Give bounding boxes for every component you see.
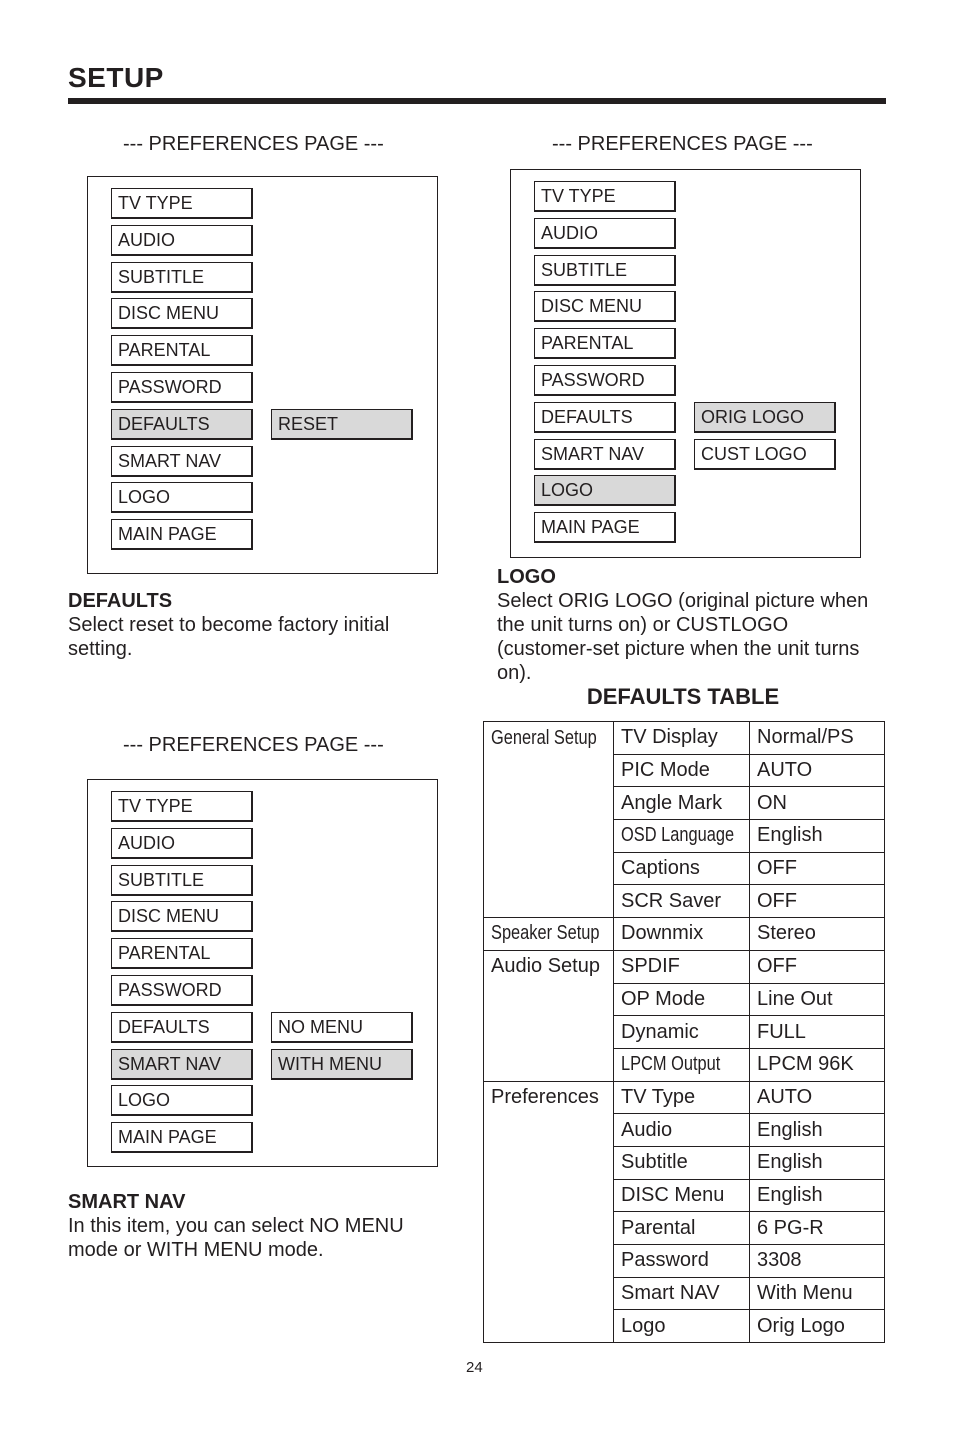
setting-cell: SCR Saver — [614, 885, 750, 918]
menu-item-parental[interactable]: PARENTAL — [534, 328, 676, 359]
menu-item-defaults[interactable]: DEFAULTS — [534, 402, 676, 433]
setting-cell: LPCM Output — [614, 1048, 750, 1081]
value-cell: Normal/PS — [750, 722, 885, 755]
menu-option-no-menu[interactable]: NO MENU — [271, 1012, 413, 1043]
menu-item-parental[interactable]: PARENTAL — [111, 938, 253, 969]
table-row — [484, 820, 885, 853]
table-row — [484, 1277, 885, 1310]
category-cell — [484, 754, 614, 787]
value-cell: Orig Logo — [750, 1310, 885, 1343]
setting-cell: PIC Mode — [614, 754, 750, 787]
setting-cell: TV Type — [614, 1081, 750, 1114]
category-label: Speaker Setup — [491, 922, 600, 945]
value-cell: OFF — [750, 950, 885, 983]
category-cell — [484, 1245, 614, 1278]
value-cell: 6 PG-R — [750, 1212, 885, 1245]
menu-item-smart-nav[interactable]: SMART NAV — [534, 439, 676, 470]
value-cell: English — [750, 1114, 885, 1147]
setting-cell: OSD Language — [614, 820, 750, 853]
menu-item-disc-menu[interactable]: DISC MENU — [111, 901, 253, 932]
category-cell — [484, 1310, 614, 1343]
table-row — [484, 1212, 885, 1245]
page-title: SETUP — [68, 62, 164, 93]
category-cell — [484, 1081, 614, 1114]
setting-cell: OP Mode — [614, 983, 750, 1016]
menu-item-smart-nav[interactable]: SMART NAV — [111, 1049, 253, 1080]
value-cell: AUTO — [750, 754, 885, 787]
menu-item-subtitle[interactable]: SUBTITLE — [111, 262, 253, 293]
menu-item-tv-type[interactable]: TV TYPE — [111, 188, 253, 219]
smart-nav-section — [68, 1191, 448, 1262]
table-row — [484, 983, 885, 1016]
preferences-panel-smart-nav — [87, 779, 438, 1167]
menu-item-smart-nav[interactable]: SMART NAV — [111, 446, 253, 477]
category-label: Preferences — [491, 1086, 599, 1109]
setting-cell: Dynamic — [614, 1016, 750, 1049]
value-cell: OFF — [750, 885, 885, 918]
setting-cell: SPDIF — [614, 950, 750, 983]
panel-header: --- PREFERENCES PAGE --- — [123, 133, 384, 155]
category-cell — [484, 852, 614, 885]
title-rule — [68, 98, 886, 104]
menu-item-main-page[interactable]: MAIN PAGE — [534, 512, 676, 543]
table-row — [484, 722, 885, 755]
preferences-panel-defaults — [87, 176, 438, 574]
smart-nav-section-text: In this item, you can select NO MENU mode or WITH MENU mode. — [68, 1215, 404, 1261]
category-cell — [484, 983, 614, 1016]
menu-option-reset[interactable]: RESET — [271, 409, 413, 440]
defaults-section — [68, 590, 438, 661]
menu-item-main-page[interactable]: MAIN PAGE — [111, 1122, 253, 1153]
menu-item-main-page[interactable]: MAIN PAGE — [111, 519, 253, 550]
table-row — [484, 852, 885, 885]
setting-cell: Smart NAV — [614, 1277, 750, 1310]
table-row — [484, 885, 885, 918]
logo-section-text: Select ORIG LOGO (original picture when the unit turns on) or CUSTLOGO (customer-set picture when the unit turns on). — [497, 590, 869, 684]
table-row — [484, 918, 885, 951]
menu-item-password[interactable]: PASSWORD — [534, 365, 676, 396]
value-cell: ON — [750, 787, 885, 820]
menu-item-logo[interactable]: LOGO — [111, 482, 253, 513]
value-cell: FULL — [750, 1016, 885, 1049]
panel-header: --- PREFERENCES PAGE --- — [123, 734, 384, 756]
setting-cell: Captions — [614, 852, 750, 885]
menu-item-password[interactable]: PASSWORD — [111, 975, 253, 1006]
table-row — [484, 754, 885, 787]
table-row — [484, 1081, 885, 1114]
setting-cell: Logo — [614, 1310, 750, 1343]
menu-item-audio[interactable]: AUDIO — [111, 828, 253, 859]
value-cell: LPCM 96K — [750, 1048, 885, 1081]
menu-item-disc-menu[interactable]: DISC MENU — [534, 291, 676, 322]
menu-option-with-menu[interactable]: WITH MENU — [271, 1049, 413, 1080]
category-cell — [484, 950, 614, 983]
menu-item-tv-type[interactable]: TV TYPE — [111, 791, 253, 822]
category-cell — [484, 820, 614, 853]
table-row — [484, 1114, 885, 1147]
menu-item-logo[interactable]: LOGO — [534, 475, 676, 506]
category-cell — [484, 1179, 614, 1212]
logo-section — [497, 566, 889, 685]
category-cell — [484, 1114, 614, 1147]
category-cell — [484, 1277, 614, 1310]
table-row — [484, 1146, 885, 1179]
table-row — [484, 1048, 885, 1081]
menu-item-logo[interactable]: LOGO — [111, 1085, 253, 1116]
table-row — [484, 787, 885, 820]
value-cell: English — [750, 820, 885, 853]
value-cell: Line Out — [750, 983, 885, 1016]
table-row — [484, 1179, 885, 1212]
category-cell — [484, 918, 614, 951]
menu-item-password[interactable]: PASSWORD — [111, 372, 253, 403]
table-row — [484, 950, 885, 983]
defaults-section-title: DEFAULTS — [68, 590, 173, 612]
menu-item-subtitle[interactable]: SUBTITLE — [111, 865, 253, 896]
menu-item-defaults[interactable]: DEFAULTS — [111, 1012, 253, 1043]
defaults-section-text: Select reset to become factory initial setting. — [68, 614, 390, 660]
category-label: General Setup — [491, 726, 597, 749]
setting-cell: Password — [614, 1245, 750, 1278]
value-cell: 3308 — [750, 1245, 885, 1278]
value-cell: OFF — [750, 852, 885, 885]
menu-option-cust-logo[interactable]: CUST LOGO — [694, 439, 836, 470]
menu-item-defaults[interactable]: DEFAULTS — [111, 409, 253, 440]
menu-item-disc-menu[interactable]: DISC MENU — [111, 298, 253, 329]
setting-cell: DISC Menu — [614, 1179, 750, 1212]
category-cell — [484, 1212, 614, 1245]
value-cell: AUTO — [750, 1081, 885, 1114]
category-cell — [484, 885, 614, 918]
panel-header: --- PREFERENCES PAGE --- — [552, 133, 813, 155]
value-cell: Stereo — [750, 918, 885, 951]
menu-item-tv-type[interactable]: TV TYPE — [534, 181, 676, 212]
page-number: 24 — [466, 1359, 483, 1376]
value-cell: With Menu — [750, 1277, 885, 1310]
setting-cell: Subtitle — [614, 1146, 750, 1179]
setting-cell: Parental — [614, 1212, 750, 1245]
table-row — [484, 1310, 885, 1343]
category-cell — [484, 1146, 614, 1179]
category-cell — [484, 787, 614, 820]
preferences-panel-logo — [510, 169, 861, 558]
value-cell: English — [750, 1179, 885, 1212]
category-label: Audio Setup — [491, 955, 600, 978]
setting-cell: Angle Mark — [614, 787, 750, 820]
smart-nav-section-title: SMART NAV — [68, 1191, 186, 1213]
menu-item-audio[interactable]: AUDIO — [111, 225, 253, 256]
value-cell: English — [750, 1146, 885, 1179]
category-cell — [484, 722, 614, 755]
menu-item-subtitle[interactable]: SUBTITLE — [534, 255, 676, 286]
setting-cell: TV Display — [614, 722, 750, 755]
logo-section-title: LOGO — [497, 566, 556, 588]
category-cell — [484, 1048, 614, 1081]
table-row — [484, 1016, 885, 1049]
setting-cell: Audio — [614, 1114, 750, 1147]
setting-cell: Downmix — [614, 918, 750, 951]
menu-item-audio[interactable]: AUDIO — [534, 218, 676, 249]
defaults-table-title: DEFAULTS TABLE — [586, 684, 780, 709]
category-cell — [484, 1016, 614, 1049]
menu-item-parental[interactable]: PARENTAL — [111, 335, 253, 366]
menu-option-orig-logo[interactable]: ORIG LOGO — [694, 402, 836, 433]
defaults-table — [483, 721, 885, 1343]
table-row — [484, 1245, 885, 1278]
